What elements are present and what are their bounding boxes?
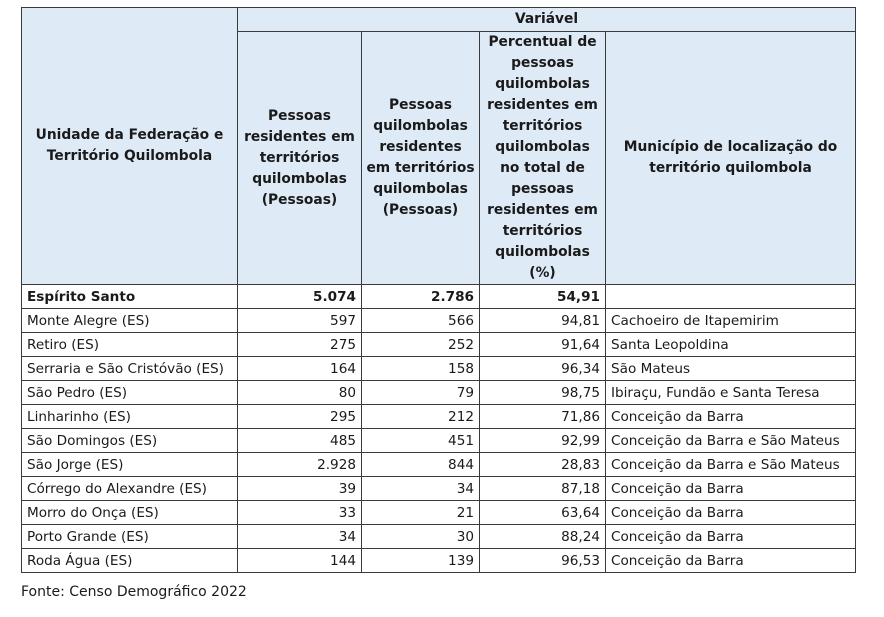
cell-name: Córrego do Alexandre (ES) [22, 477, 238, 501]
table-row [22, 405, 856, 429]
cell-municipality: Santa Leopoldina [606, 333, 856, 357]
table-row [22, 333, 856, 357]
cell-municipality: Conceição da Barra [606, 525, 856, 549]
cell-percent: 94,81 [480, 309, 606, 333]
cell-municipality: São Mateus [606, 357, 856, 381]
cell-percent: 87,18 [480, 477, 606, 501]
cell-municipality: Conceição da Barra e São Mateus [606, 453, 856, 477]
cell-name: Retiro (ES) [22, 333, 238, 357]
cell-quilombolas: 158 [362, 357, 480, 381]
cell-quilombolas: 566 [362, 309, 480, 333]
cell-residents: 80 [238, 381, 362, 405]
cell-percent: 88,24 [480, 525, 606, 549]
cell-quilombolas: 21 [362, 501, 480, 525]
cell-quilombolas: 139 [362, 549, 480, 573]
cell-name: São Jorge (ES) [22, 453, 238, 477]
cell-residents: 34 [238, 525, 362, 549]
cell-name: São Pedro (ES) [22, 381, 238, 405]
source-note: Fonte: Censo Demográfico 2022 [21, 584, 247, 600]
cell-quilombolas: 212 [362, 405, 480, 429]
table-row [22, 477, 856, 501]
cell-name: Espírito Santo [22, 285, 238, 309]
cell-percent: 98,75 [480, 381, 606, 405]
cell-quilombolas: 79 [362, 381, 480, 405]
cell-municipality: Conceição da Barra [606, 405, 856, 429]
cell-residents: 597 [238, 309, 362, 333]
cell-municipality: Conceição da Barra [606, 549, 856, 573]
cell-percent: 91,64 [480, 333, 606, 357]
cell-percent: 96,34 [480, 357, 606, 381]
cell-percent: 28,83 [480, 453, 606, 477]
cell-quilombolas: 451 [362, 429, 480, 453]
column-header-municipality: Município de localização do território quilombola [606, 32, 856, 285]
cell-quilombolas: 34 [362, 477, 480, 501]
cell-municipality: Ibiraçu, Fundão e Santa Teresa [606, 381, 856, 405]
cell-residents: 295 [238, 405, 362, 429]
column-header-unit: Unidade da Federação e Território Quilombola [22, 8, 238, 285]
cell-quilombolas: 30 [362, 525, 480, 549]
column-header-percent: Percentual de pessoas quilombolas residentes em territórios quilombolas no total de pessoas residentes em territórios quilombolas (%) [480, 32, 606, 285]
table-row [22, 357, 856, 381]
cell-quilombolas: 252 [362, 333, 480, 357]
cell-name: Roda Água (ES) [22, 549, 238, 573]
cell-name: São Domingos (ES) [22, 429, 238, 453]
cell-quilombolas: 844 [362, 453, 480, 477]
cell-name: Serraria e São Cristóvão (ES) [22, 357, 238, 381]
table-row [22, 525, 856, 549]
header-group-variable: Variável [238, 8, 856, 32]
cell-residents: 2.928 [238, 453, 362, 477]
cell-residents: 485 [238, 429, 362, 453]
cell-quilombolas: 2.786 [362, 285, 480, 309]
cell-municipality: Cachoeiro de Itapemirim [606, 309, 856, 333]
table-row [22, 501, 856, 525]
table-row [22, 381, 856, 405]
cell-municipality: Conceição da Barra e São Mateus [606, 429, 856, 453]
cell-name: Linharinho (ES) [22, 405, 238, 429]
column-header-quilombolas: Pessoas quilombolas residentes em territórios quilombolas (Pessoas) [362, 32, 480, 285]
cell-percent: 63,64 [480, 501, 606, 525]
table-row [22, 429, 856, 453]
table-header [22, 8, 856, 285]
cell-residents: 164 [238, 357, 362, 381]
table-row [22, 453, 856, 477]
cell-residents: 33 [238, 501, 362, 525]
cell-name: Porto Grande (ES) [22, 525, 238, 549]
table-row [22, 549, 856, 573]
cell-residents: 144 [238, 549, 362, 573]
cell-name: Monte Alegre (ES) [22, 309, 238, 333]
cell-residents: 5.074 [238, 285, 362, 309]
cell-percent: 96,53 [480, 549, 606, 573]
cell-percent: 54,91 [480, 285, 606, 309]
cell-percent: 92,99 [480, 429, 606, 453]
cell-municipality: Conceição da Barra [606, 501, 856, 525]
cell-municipality [606, 285, 856, 309]
table-body [22, 285, 856, 573]
cell-residents: 39 [238, 477, 362, 501]
table-row-total [22, 285, 856, 309]
column-header-residents: Pessoas residentes em territórios quilombolas (Pessoas) [238, 32, 362, 285]
cell-name: Morro do Onça (ES) [22, 501, 238, 525]
data-table [21, 7, 856, 573]
cell-municipality: Conceição da Barra [606, 477, 856, 501]
cell-percent: 71,86 [480, 405, 606, 429]
cell-residents: 275 [238, 333, 362, 357]
table-row [22, 309, 856, 333]
